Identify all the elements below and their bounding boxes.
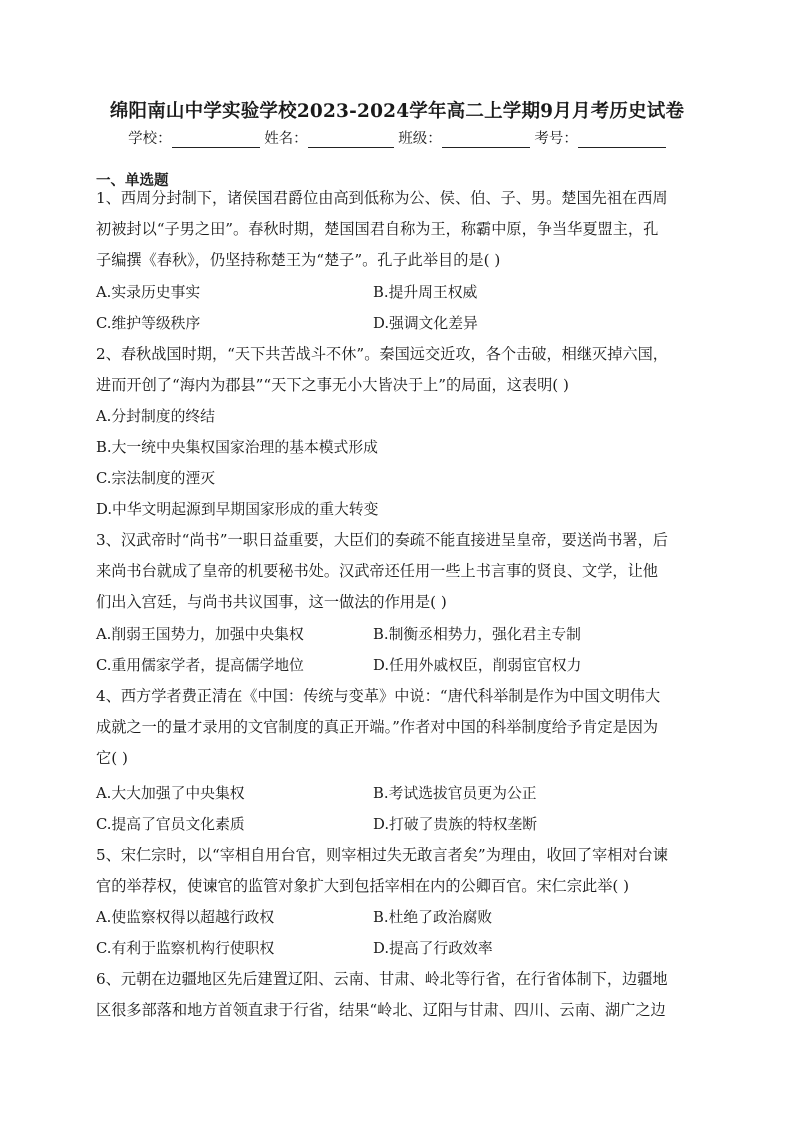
question-line: 3、汉武帝时“尚书”一职日益重要，大臣们的奏疏不能直接进呈皇帝，要送尚书署，后 xyxy=(96,531,668,549)
option-d[interactable]: D.中华文明起源到早期国家形成的重大转变 xyxy=(96,501,379,518)
option-b[interactable]: B.考试选拔官员更为公正 xyxy=(373,785,537,802)
question-line: 官的举荐权，使谏官的监管对象扩大到包括宰相在内的公卿百官。宋仁宗此举( ) xyxy=(96,877,630,895)
question-line: 5、宋仁宗时，以“宰相自用台官，则宰相过失无敢言者矣”为理由，收回了宰相对台谏 xyxy=(96,846,668,864)
question-6 xyxy=(96,964,700,1026)
option-c[interactable]: C.宗法制度的湮灭 xyxy=(96,470,216,487)
option-d[interactable]: D.提高了行政效率 xyxy=(373,940,493,957)
option-a[interactable]: A.实录历史事实 xyxy=(96,284,201,301)
option-d[interactable]: D.打破了贵族的特权垄断 xyxy=(373,816,538,833)
option-a[interactable]: A.使监察权得以超越行政权 xyxy=(96,909,275,926)
school-label: 学校： xyxy=(128,131,172,147)
question-1 xyxy=(96,183,700,276)
question-line: 来尚书台就成了皇帝的机要秘书处。汉武帝还任用一些上书言事的贤良、文学，让他 xyxy=(96,562,658,580)
option-c[interactable]: C.维护等级秩序 xyxy=(96,315,201,332)
exam-number-label: 考号： xyxy=(534,131,578,147)
exam-title: 绵阳南山中学实验学校2023-2024学年高二上学期9月月考历史试卷 xyxy=(109,101,685,122)
exam-number-blank[interactable] xyxy=(578,131,666,148)
question-line: 4、西方学者费正清在《中国：传统与变革》中说：“唐代科举制是作为中国文明伟大 xyxy=(96,687,661,705)
question-line: 们出入宫廷，与尚书共议国事，这一做法的作用是( ) xyxy=(96,593,447,611)
option-c[interactable]: C.有利于监察机构行使职权 xyxy=(96,940,275,957)
section-heading: 一、单选题 xyxy=(96,173,169,189)
option-b[interactable]: B.制衡丞相势力，强化君主专制 xyxy=(373,626,581,643)
question-5 xyxy=(96,840,700,902)
question-line: 区很多部落和地方首领直隶于行省，结果“岭北、辽阳与甘肃、四川、云南、湖广之边 xyxy=(96,1001,666,1019)
name-blank[interactable] xyxy=(308,131,394,148)
question-line: 成就之一的量才录用的文官制度的真正开端。”作者对中国的科举制度给予肯定是因为 xyxy=(96,718,659,736)
option-a[interactable]: A.削弱王国势力，加强中央集权 xyxy=(96,626,304,643)
student-info-line xyxy=(0,127,794,148)
question-line: 初被封以“子男之田”。春秋时期，楚国国君自称为王，称霸中原，争当华夏盟主，孔 xyxy=(96,220,659,238)
class-blank[interactable] xyxy=(442,131,530,148)
question-line: 1、西周分封制下，诸侯国君爵位由高到低称为公、侯、伯、子、男。楚国先祖在西周 xyxy=(96,189,668,207)
option-d[interactable]: D.强调文化差异 xyxy=(373,315,478,332)
option-c[interactable]: C.重用儒家学者，提高儒学地位 xyxy=(96,657,304,674)
question-3 xyxy=(96,525,700,618)
option-c[interactable]: C.提高了官员文化素质 xyxy=(96,816,245,833)
question-line: 它( ) xyxy=(96,749,128,767)
school-blank[interactable] xyxy=(172,131,260,148)
class-label: 班级： xyxy=(398,131,442,147)
option-b[interactable]: B.提升周王权威 xyxy=(373,284,478,301)
option-a[interactable]: A.分封制度的终结 xyxy=(96,408,215,425)
question-line: 6、元朝在边疆地区先后建置辽阳、云南、甘肃、岭北等行省，在行省体制下，边疆地 xyxy=(96,970,668,988)
question-2 xyxy=(96,339,700,401)
question-line: 2、春秋战国时期，“天下共苦战斗不休”。秦国远交近攻，各个击破，相继灭掉六国， xyxy=(96,345,668,363)
option-b[interactable]: B.杜绝了政治腐败 xyxy=(373,909,493,926)
option-a[interactable]: A.大大加强了中央集权 xyxy=(96,785,245,802)
question-4 xyxy=(96,681,700,774)
question-line: 子编撰《春秋》，仍坚持称楚王为“楚子”。孔子此举目的是( ) xyxy=(96,251,501,269)
question-line: 进而开创了“海内为郡县”“天下之事无小大皆决于上”的局面，这表明( ) xyxy=(96,376,569,394)
option-d[interactable]: D.任用外戚权臣，削弱宦官权力 xyxy=(373,657,582,674)
option-b[interactable]: B.大一统中央集权国家治理的基本模式形成 xyxy=(96,439,378,456)
name-label: 姓名： xyxy=(264,131,308,147)
